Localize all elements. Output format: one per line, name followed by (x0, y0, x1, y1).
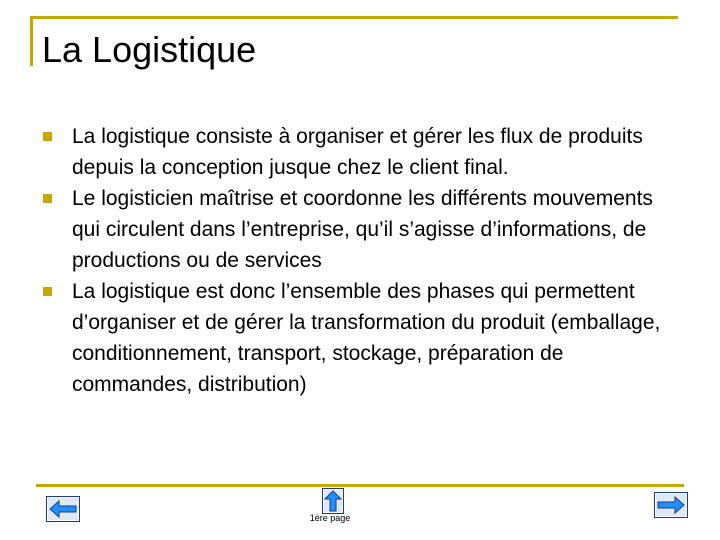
title-frame-left-rule (30, 16, 33, 66)
title-frame-top-rule (30, 16, 678, 19)
bullet-text: La logistique consiste à organiser et gérer les flux de produits depuis la conception jusque chez le client final. (72, 125, 643, 179)
bullet-text: Le logisticien maîtrise et coordonne les différents mouvements qui circulent dans l’entreprise, qu’il s’agisse d’informations, de productions ou de services (72, 187, 653, 272)
arrow-up-icon (322, 488, 344, 514)
first-page-label: 1ère page (309, 513, 351, 523)
bullet-text: La logistique est donc l’ensemble des phases qui permettent d’organiser et de gérer la transformation du produit (emballage, conditionnement, transport, stockage, préparation de commandes, distribution) (72, 280, 661, 396)
arrow-left-icon (46, 496, 80, 522)
bullet-item (40, 121, 680, 183)
bullet-square-icon (43, 194, 52, 203)
bullet-list (40, 121, 680, 400)
first-page-button[interactable] (300, 488, 360, 528)
next-slide-button[interactable] (654, 492, 688, 518)
slide-title: La Logistique (42, 29, 257, 70)
previous-slide-button[interactable] (46, 496, 80, 522)
bullet-square-icon (43, 132, 52, 141)
bullet-item (40, 276, 680, 400)
bullet-item (40, 183, 680, 276)
footer-rule (36, 484, 684, 487)
arrow-right-icon (654, 492, 688, 518)
bullet-square-icon (43, 287, 52, 296)
